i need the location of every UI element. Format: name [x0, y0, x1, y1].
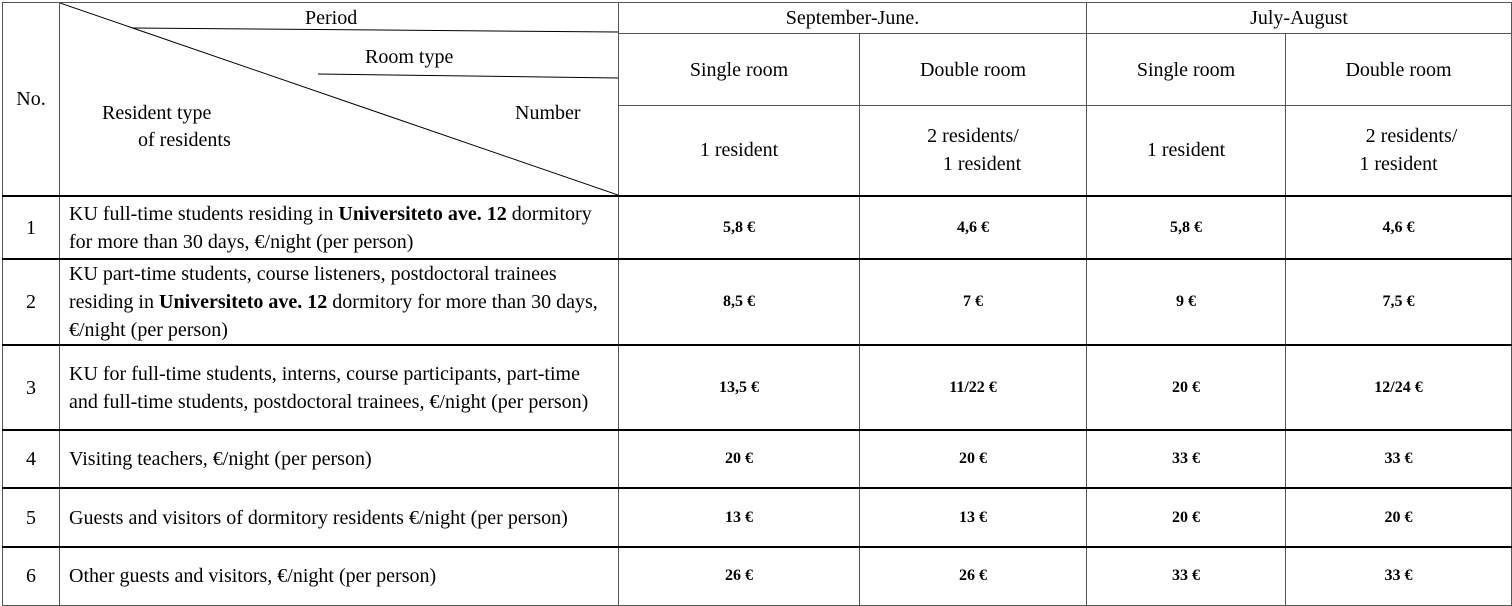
- price-cell: 4,6 €: [860, 196, 1087, 259]
- occupancy-line: 1 resident: [699, 139, 779, 162]
- row-number: 2: [3, 259, 60, 345]
- row-number: 1: [3, 196, 60, 259]
- room-type-double-sept: Double room: [860, 34, 1087, 106]
- row-description: [60, 430, 619, 488]
- price-cell: 20 €: [860, 430, 1087, 488]
- desc-text: KU for full-time students, interns, course participants, part-time and full-time students, postdoctoral trainees, €/night (per person): [69, 362, 589, 413]
- price-cell: 5,8 €: [1087, 196, 1286, 259]
- period-label: Period: [305, 7, 358, 29]
- row-description: [60, 259, 619, 345]
- desc-text: dormitory for more than 30 days, €/night (per person): [69, 291, 598, 341]
- period-header-september-june: [619, 3, 1087, 34]
- pricing-table: [2, 2, 1512, 606]
- price-cell: 13 €: [619, 488, 860, 547]
- period-text: July-August: [1250, 7, 1348, 30]
- room-type-single-sept: Single room: [619, 34, 860, 106]
- price-cell: 26 €: [860, 547, 1087, 605]
- price-cell: 13 €: [860, 488, 1087, 547]
- price-cell: 33 €: [1087, 430, 1286, 488]
- desc-text: Visiting teachers, €/night (per person): [69, 448, 372, 470]
- occupancy-line: 2 residents/: [1365, 125, 1458, 148]
- row-number: 3: [3, 345, 60, 430]
- price-cell: 5,8 €: [619, 196, 860, 259]
- desc-bold-text: Universiteto ave. 12: [338, 202, 507, 225]
- number-column-header: [3, 3, 60, 197]
- row-number: 5: [3, 488, 60, 547]
- period-header-july-august: [1087, 3, 1512, 34]
- pricing-table-container: [2, 2, 1512, 606]
- price-cell: 13,5 €: [619, 345, 860, 430]
- occupancy-line: 1 resident: [1146, 139, 1226, 162]
- price-cell: 20 €: [619, 430, 860, 488]
- price-cell: 20 €: [1087, 345, 1286, 430]
- no-label: No.: [16, 88, 46, 110]
- resident-type-label-line1: Resident type: [102, 102, 212, 124]
- table-row: [3, 196, 1512, 259]
- price-cell: 8,5 €: [619, 259, 860, 345]
- price-cell: 33 €: [1286, 547, 1512, 605]
- price-cell: 4,6 €: [1286, 196, 1512, 259]
- desc-text: KU part-time students, course listeners, postdoctoral trainees residing in: [69, 263, 557, 313]
- occupancy-line: 2 residents/: [927, 125, 1019, 148]
- desc-text: KU full-time students residing in: [69, 202, 339, 225]
- price-cell: 7,5 €: [1286, 259, 1512, 345]
- occupancy-line: 1 resident: [942, 153, 1022, 176]
- price-cell: 11/22 €: [860, 345, 1087, 430]
- desc-text: Other guests and visitors, €/night (per person): [69, 565, 437, 588]
- period-text: September-June.: [785, 7, 920, 30]
- occupancy-single-july: [1087, 105, 1286, 196]
- diagonal-header-cell: [60, 3, 619, 197]
- row-description: [60, 345, 619, 430]
- price-cell: 9 €: [1087, 259, 1286, 345]
- price-cell: 7 €: [860, 259, 1087, 345]
- desc-bold-text: Universiteto ave. 12: [159, 291, 328, 313]
- table-row: [3, 488, 1512, 547]
- occupancy-double-july: [1286, 105, 1512, 196]
- desc-text: Guests and visitors of dormitory residents €/night (per person): [69, 506, 568, 529]
- price-cell: 20 €: [1087, 488, 1286, 547]
- table-row: [3, 259, 1512, 345]
- table-row: [3, 345, 1512, 430]
- occupancy-double-sept: [860, 105, 1087, 196]
- occupancy-single-sept: [619, 105, 860, 196]
- room-type-double-july: Double room: [1286, 34, 1512, 106]
- row-number: 6: [3, 547, 60, 605]
- resident-type-label-line2: of residents: [138, 129, 231, 151]
- price-cell: 33 €: [1286, 430, 1512, 488]
- row-description: [60, 488, 619, 547]
- row-number: 4: [3, 430, 60, 488]
- room-type-single-july: Single room: [1087, 34, 1286, 106]
- price-cell: 12/24 €: [1286, 345, 1512, 430]
- price-cell: 26 €: [619, 547, 860, 605]
- room-type-label: Room type: [365, 46, 454, 68]
- row-description: [60, 196, 619, 259]
- price-cell: 33 €: [1087, 547, 1286, 605]
- desc-text: dormitory for more than 30 days, €/night (per person): [69, 202, 592, 253]
- price-cell: 20 €: [1286, 488, 1512, 547]
- table-row: [3, 547, 1512, 605]
- row-description: [60, 547, 619, 605]
- table-row: [3, 430, 1512, 488]
- number-label: Number: [515, 102, 581, 124]
- occupancy-line: 1 resident: [1359, 153, 1438, 176]
